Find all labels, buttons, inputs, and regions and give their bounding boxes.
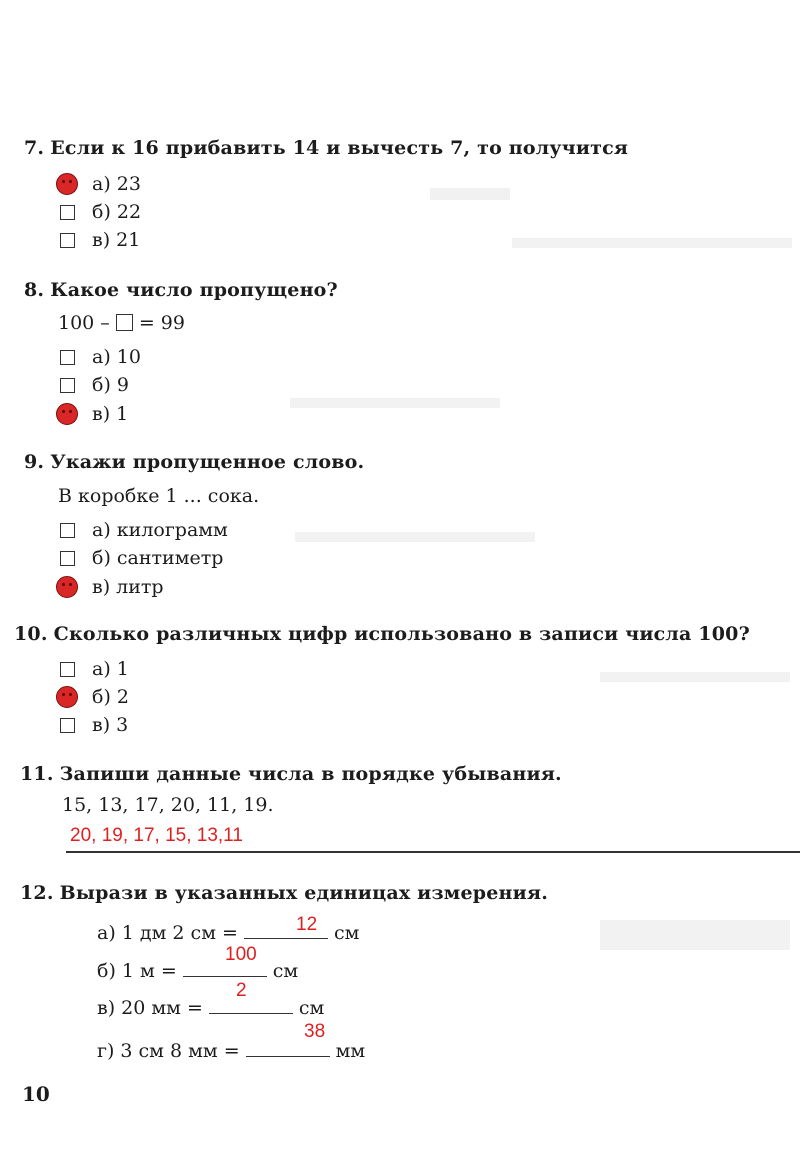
row-left: г) 3 см 8 мм =	[97, 1040, 240, 1062]
question-number: 9.	[24, 451, 45, 473]
q8-option-b[interactable]	[60, 374, 129, 396]
option-label: а) 10	[92, 346, 141, 368]
question-text: Сколько различных цифр использовано в записи числа 100?	[53, 623, 750, 645]
q12-answer-d[interactable]: 38	[304, 1021, 326, 1042]
question-text: Какое число пропущено?	[50, 279, 338, 301]
question-number: 8.	[24, 279, 45, 301]
row-unit: см	[333, 922, 360, 944]
selected-mark-icon	[56, 403, 78, 425]
page-number: 10	[22, 1082, 50, 1106]
row-left: б) 1 м =	[97, 960, 177, 982]
row-left: а) 1 дм 2 см =	[97, 922, 238, 944]
answer-blank[interactable]	[209, 995, 293, 1014]
question-11-title	[20, 763, 562, 785]
row-unit: см	[272, 960, 299, 982]
option-label: в) 3	[92, 714, 129, 736]
q10-option-b[interactable]	[60, 686, 129, 708]
bleed-through	[295, 532, 535, 542]
checkbox[interactable]	[60, 205, 75, 220]
checkbox[interactable]	[60, 177, 75, 192]
q11-numbers: 15, 13, 17, 20, 11, 19.	[62, 794, 274, 816]
option-label: а) килограмм	[92, 519, 228, 541]
question-number: 10.	[14, 623, 48, 645]
option-label: в) литр	[92, 576, 164, 598]
option-label: б) 22	[92, 201, 142, 223]
q7-option-c[interactable]	[60, 229, 140, 251]
option-label: б) сантиметр	[92, 547, 224, 569]
q8-option-c[interactable]	[60, 403, 128, 425]
question-text: Если к 16 прибавить 14 и вычесть 7, то получится	[50, 137, 629, 159]
selected-mark-icon	[56, 173, 78, 195]
checkbox[interactable]	[60, 690, 75, 705]
q12-answer-a[interactable]: 12	[296, 914, 318, 935]
checkbox[interactable]	[60, 718, 75, 733]
question-12-title	[20, 882, 548, 904]
q10-option-c[interactable]	[60, 714, 128, 736]
question-text: Запиши данные числа в порядке убывания.	[59, 763, 562, 785]
question-number: 7.	[24, 137, 45, 159]
question-number: 11.	[20, 763, 54, 785]
answer-line	[66, 851, 800, 853]
q9-option-a[interactable]	[60, 519, 228, 541]
checkbox[interactable]	[60, 407, 75, 422]
option-label: а) 1	[92, 658, 129, 680]
q12-answer-c[interactable]: 2	[236, 980, 247, 1001]
checkbox[interactable]	[60, 350, 75, 365]
option-label: б) 9	[92, 374, 129, 396]
q9-option-c[interactable]	[60, 576, 164, 598]
q10-option-a[interactable]	[60, 658, 129, 680]
bleed-through	[600, 672, 790, 682]
q11-answer[interactable]: 20, 19, 17, 15, 13,11	[70, 825, 243, 846]
question-number: 12.	[20, 882, 54, 904]
checkbox[interactable]	[60, 551, 75, 566]
selected-mark-icon	[56, 686, 78, 708]
question-10-title	[14, 623, 750, 645]
q12-row-c	[97, 995, 324, 1019]
blank-square-icon	[116, 314, 133, 331]
selected-mark-icon	[56, 576, 78, 598]
question-9-title	[24, 451, 364, 473]
option-label: а) 23	[92, 173, 141, 195]
row-unit: см	[298, 997, 325, 1019]
checkbox[interactable]	[60, 233, 75, 248]
checkbox[interactable]	[60, 662, 75, 677]
checkbox[interactable]	[60, 523, 75, 538]
bleed-through	[290, 398, 500, 408]
q7-option-a[interactable]	[60, 173, 141, 195]
checkbox[interactable]	[60, 580, 75, 595]
row-unit: мм	[335, 1040, 366, 1062]
checkbox[interactable]	[60, 378, 75, 393]
q7-option-b[interactable]	[60, 201, 141, 223]
row-left: в) 20 мм =	[97, 997, 203, 1019]
option-label: б) 2	[92, 686, 129, 708]
question-text: Укажи пропущенное слово.	[50, 451, 365, 473]
expression-left: 100 –	[58, 312, 110, 334]
q12-answer-b[interactable]: 100	[225, 944, 257, 965]
question-8-title	[24, 279, 338, 301]
bleed-through	[430, 188, 510, 200]
q9-sentence: В коробке 1 ... сока.	[58, 485, 260, 507]
q12-row-b	[97, 958, 298, 982]
q12-row-a	[97, 920, 359, 944]
option-label: в) 21	[92, 229, 141, 251]
q8-expression	[58, 312, 185, 334]
question-text: Вырази в указанных единицах измерения.	[59, 882, 549, 904]
bleed-through	[600, 920, 790, 950]
q8-option-a[interactable]	[60, 346, 141, 368]
bleed-through	[512, 238, 792, 248]
option-label: в) 1	[92, 403, 129, 425]
q9-option-b[interactable]	[60, 547, 223, 569]
expression-right: = 99	[138, 312, 185, 334]
question-7-title	[24, 137, 628, 159]
